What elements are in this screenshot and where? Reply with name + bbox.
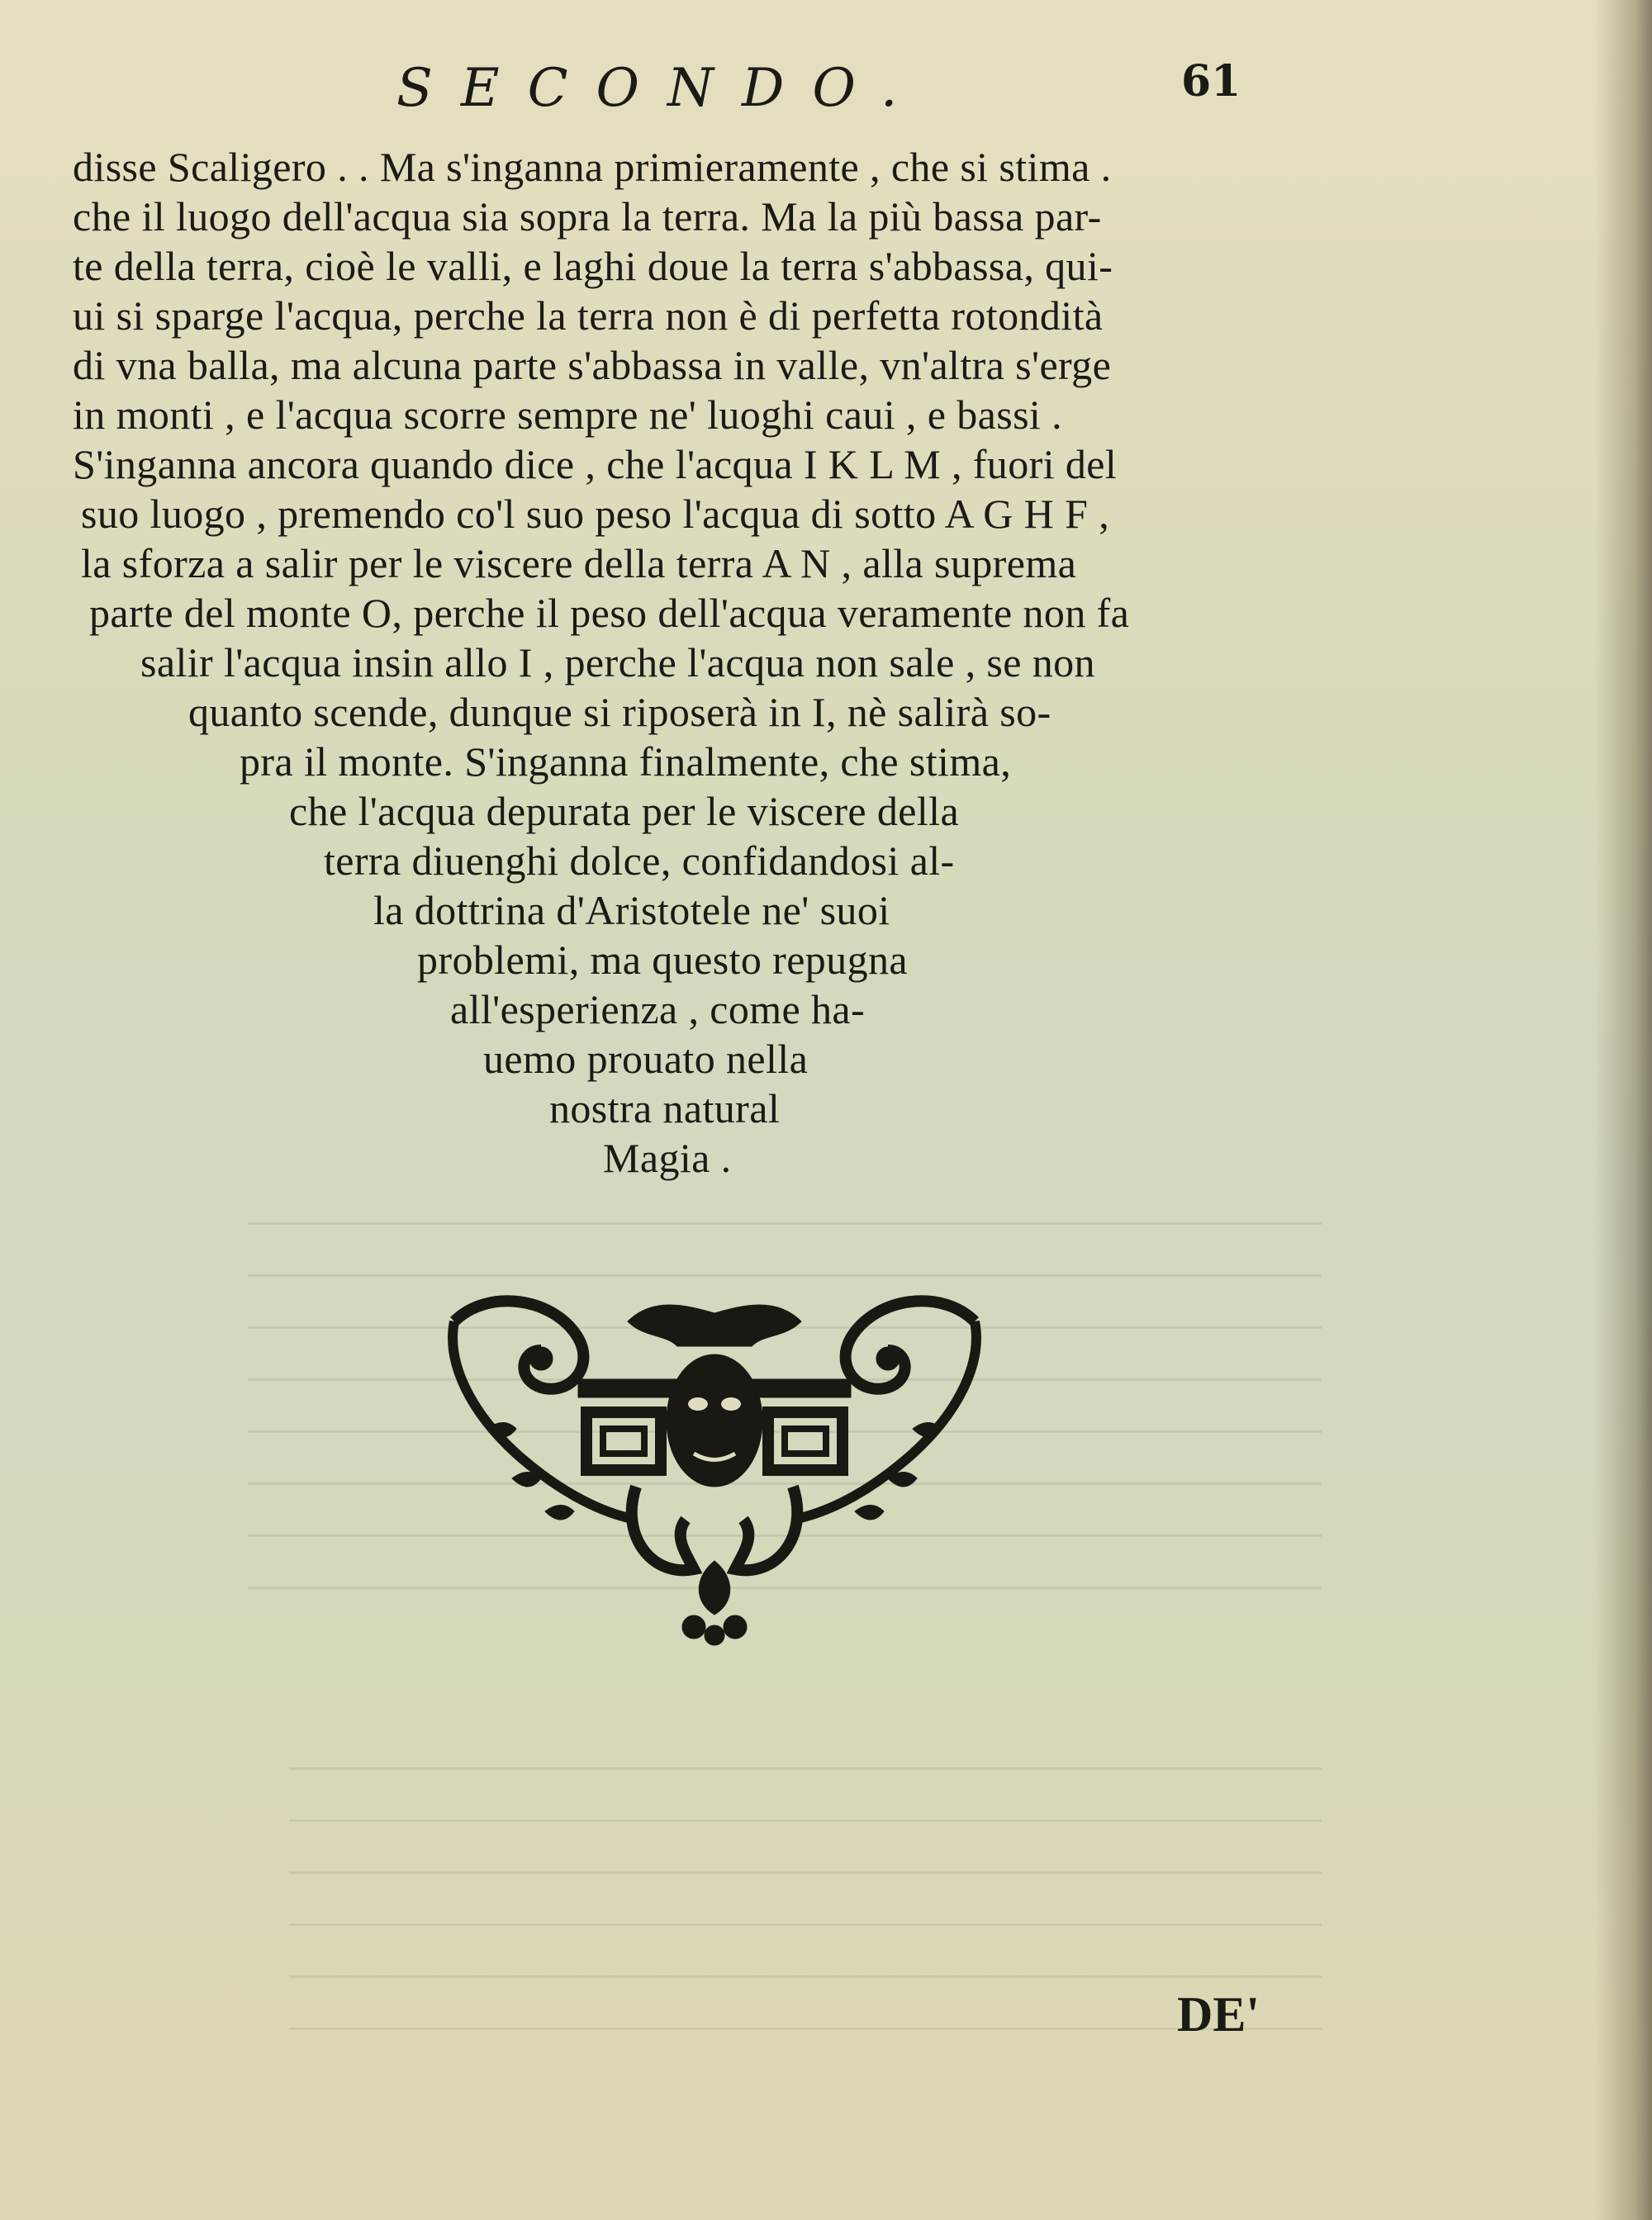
text-line: ui si sparge l'acqua, perche la terra non è di perfetta rotondità [73, 292, 1104, 339]
text-line: che il luogo dell'acqua sia sopra la terra. Ma la più bassa par- [73, 193, 1102, 240]
page-edge-shadow [1594, 0, 1652, 2220]
show-through-texture-lower [165, 1718, 1322, 2030]
text-line: S'inganna ancora quando dice , che l'acqua I K L M , fuori del [73, 441, 1118, 487]
running-head: SECONDO. [396, 58, 926, 119]
text-line: terra diuenghi dolce, confidandosi al- [324, 837, 955, 884]
text-line: che l'acqua depurata per le viscere della [289, 788, 960, 834]
woodcut-tailpiece-ornament [438, 1288, 991, 1652]
text-line: suo luogo , premendo co'l suo peso l'acqua di sotto A G H F , [81, 491, 1110, 537]
text-line: uemo prouato nella [483, 1036, 809, 1082]
text-line: all'esperienza , come ha- [450, 986, 866, 1032]
text-line: problemi, ma questo repugna [417, 937, 908, 983]
text-line: parte del monte O, perche il peso dell'acqua veramente non fa [89, 590, 1130, 636]
text-line: disse Scaligero . . Ma s'inganna primieramente , che si stima . [73, 144, 1112, 190]
text-line: salir l'acqua insin allo I , perche l'acqua non sale , se non [140, 639, 1095, 685]
text-line: te della terra, cioè le valli, e laghi doue la terra s'abbassa, qui- [73, 243, 1113, 289]
page-number: 61 [1181, 56, 1241, 107]
text-line: di vna balla, ma alcuna parte s'abbassa in valle, vn'altra s'erge [73, 342, 1112, 388]
text-line: quanto scende, dunque si riposerà in I, nè salirà so- [188, 689, 1051, 735]
text-line: la sforza a salir per le viscere della terra A N , alla suprema [81, 540, 1077, 586]
text-line: nostra natural [549, 1085, 781, 1131]
text-line: pra il monte. S'inganna finalmente, che stima, [240, 738, 1012, 785]
text-line: Magia . [603, 1135, 732, 1181]
catchword: DE' [1177, 1987, 1260, 2042]
text-line: la dottrina d'Aristotele ne' suoi [373, 887, 890, 933]
text-line: in monti , e l'acqua scorre sempre ne' luoghi caui , e bassi . [73, 391, 1063, 438]
